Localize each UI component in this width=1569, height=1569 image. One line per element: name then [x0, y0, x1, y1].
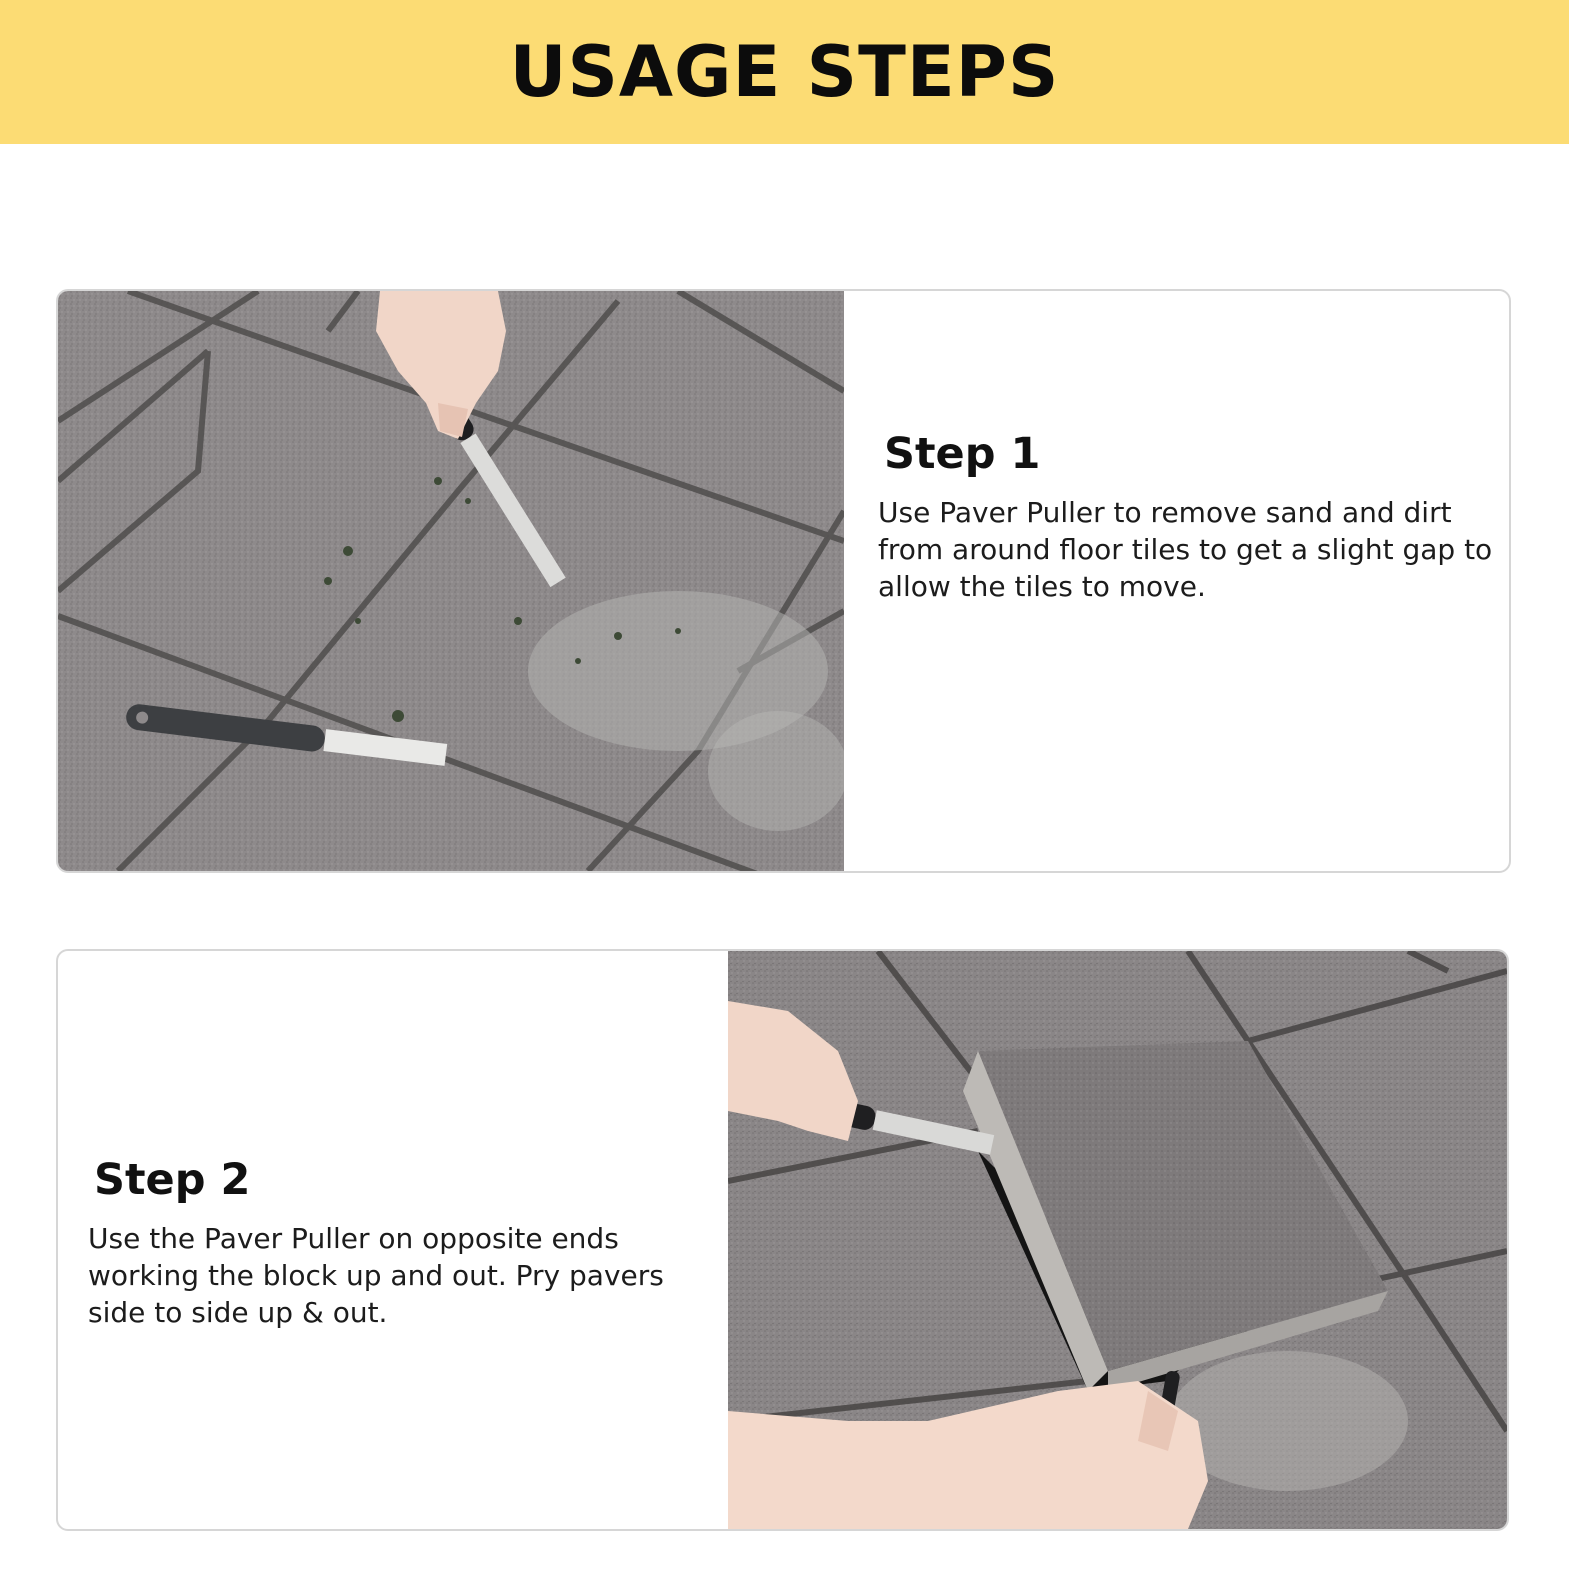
step-1-text — [878, 431, 1508, 605]
step-1-card — [56, 289, 1511, 873]
step-2-title: Step 2 — [94, 1155, 251, 1205]
step-2-text — [88, 1157, 708, 1331]
step-2-photo — [728, 951, 1507, 1529]
page-title: USAGE STEPS — [509, 31, 1060, 113]
step-2-description: Use the Paver Puller on opposite ends working the block up and out. Pry pavers side to side up & out. — [88, 1222, 664, 1330]
step-2-card — [56, 949, 1509, 1531]
step-1-description: Use Paver Puller to remove sand and dirt from around floor tiles to get a slight gap to allow the tiles to move. — [878, 496, 1493, 604]
step-1-title: Step 1 — [884, 429, 1041, 479]
step-1-photo — [58, 291, 844, 871]
usage-steps-banner — [0, 0, 1569, 144]
